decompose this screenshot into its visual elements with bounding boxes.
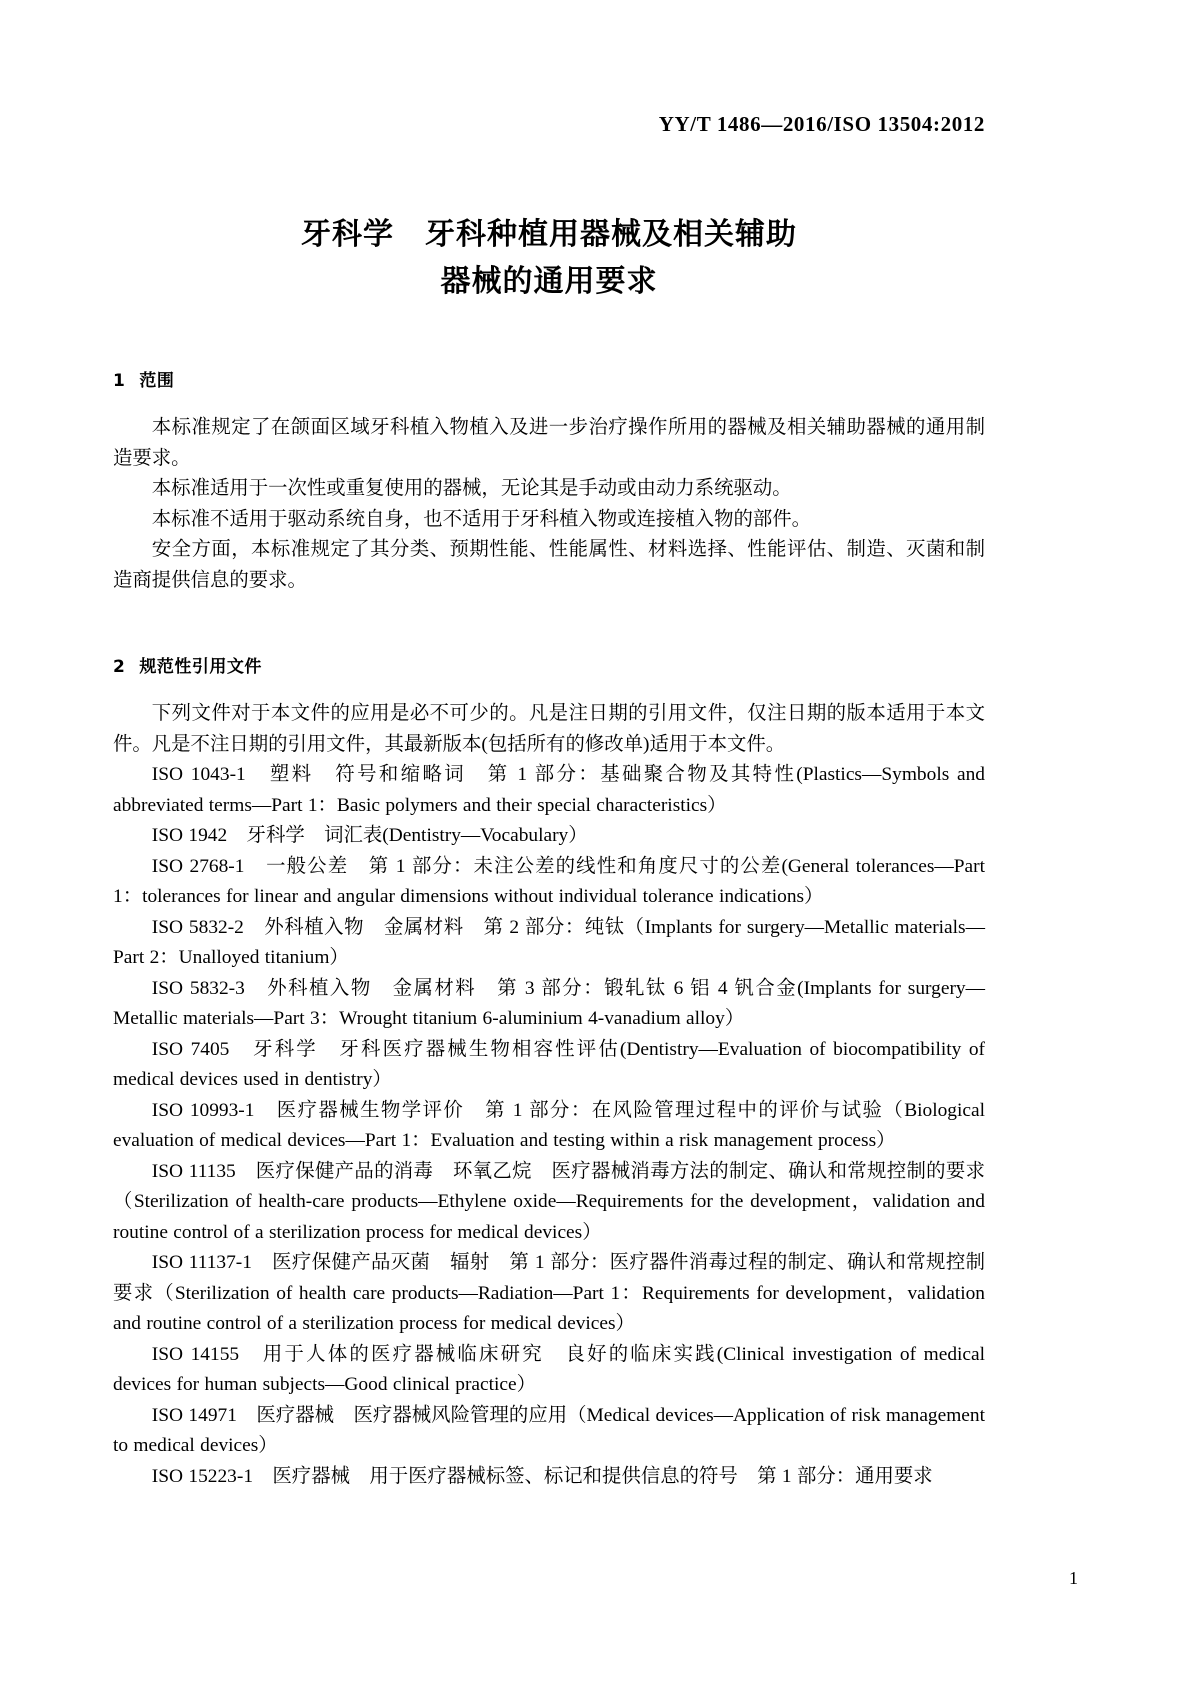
clause-number-2: 2 [113,657,126,677]
paragraph: 下列文件对于本文件的应用是必不可少的。凡是注日期的引用文件，仅注日期的版本适用于本文件。凡是不注日期的引用文件，其最新版本(包括所有的修改单)适用于本文件。 [113,703,985,755]
clause-title-2: 规范性引用文件 [139,657,262,677]
reference-entry: ISO 14155 用于人体的医疗器械临床研究 良好的临床实践(Clinical investigation of medical devices for human subjects—Good clinical practice） [113,1343,985,1395]
clause-heading-normative-references [113,652,985,677]
document-title-line-1: 牙科学 牙科种植用器械及相关辅助 [301,217,797,252]
running-header: YY/T 1486—2016/ISO 13504:2012 [658,112,985,136]
clause-heading-scope [113,366,985,391]
clause-1-body [113,413,985,596]
reference-entry: ISO 14971 医疗器械 医疗器械风险管理的应用（Medical devices—Application of risk management to medical devices） [113,1404,985,1456]
clause-title-1: 范围 [139,371,175,391]
reference-entry: ISO 7405 牙科学 牙科医疗器械生物相容性评估(Dentistry—Evaluation of biocompatibility of medical devices used in dentistry） [113,1038,985,1090]
clause-2-body [113,699,985,1492]
paragraph: 本标准适用于一次性或重复使用的器械，无论其是手动或由动力系统驱动。 [151,478,792,499]
reference-entry: ISO 11135 医疗保健产品的消毒 环氧乙烷 医疗器械消毒方法的制定、确认和常规控制的要求（Sterilization of health-care products—Ethylene oxide—Requirements for the development，validation and routine control of a sterilization process for medical devices） [113,1160,985,1243]
clause-number-1: 1 [113,371,126,391]
document-title [113,211,985,305]
reference-entry: ISO 2768-1 一般公差 第 1 部分：未注公差的线性和角度尺寸的公差(General tolerances—Part 1：tolerances for linear and angular dimensions without individual tolerance indications） [113,855,985,907]
reference-entry: ISO 10993-1 医疗器械生物学评价 第 1 部分：在风险管理过程中的评价与试验（Biological evaluation of medical devices—Part 1：Evaluation and testing within a risk management process） [113,1099,985,1151]
document-title-line-2: 器械的通用要求 [440,264,658,299]
paragraph: 本标准规定了在颌面区域牙科植入物植入及进一步治疗操作所用的器械及相关辅助器械的通用制造要求。 [113,417,985,469]
page-number: 1 [1069,1568,1078,1588]
reference-entry: ISO 5832-2 外科植入物 金属材料 第 2 部分：纯钛（Implants for surgery—Metallic materials—Part 2：Unalloyed titanium） [113,916,985,968]
reference-entry: ISO 11137-1 医疗保健产品灭菌 辐射 第 1 部分：医疗器件消毒过程的制定、确认和常规控制要求（Sterilization of health care products—Radiation—Part 1：Requirements for development，validation and routine control of a sterilization process for medical devices） [113,1252,985,1334]
reference-entry: ISO 15223-1 医疗器械 用于医疗器械标签、标记和提供信息的符号 第 1 部分：通用要求 [151,1465,933,1487]
reference-entry: ISO 1043-1 塑料 符号和缩略词 第 1 部分：基础聚合物及其特性(Plastics—Symbols and abbreviated terms—Part 1：Basic polymers and their special characteristics） [113,764,985,816]
reference-entry: ISO 5832-3 外科植入物 金属材料 第 3 部分：锻轧钛 6 铝 4 钒合金(Implants for surgery—Metallic materials—Part 3：Wrought titanium 6-aluminium 4-vanadium alloy） [113,977,985,1029]
page-content [113,0,985,1492]
paragraph: 本标准不适用于驱动系统自身，也不适用于牙科植入物或连接植入物的部件。 [151,508,812,530]
paragraph: 安全方面，本标准规定了其分类、预期性能、性能属性、材料选择、性能评估、制造、灭菌和制造商提供信息的要求。 [113,539,985,591]
reference-entry: ISO 1942 牙科学 词汇表(Dentistry—Vocabulary） [151,825,588,846]
